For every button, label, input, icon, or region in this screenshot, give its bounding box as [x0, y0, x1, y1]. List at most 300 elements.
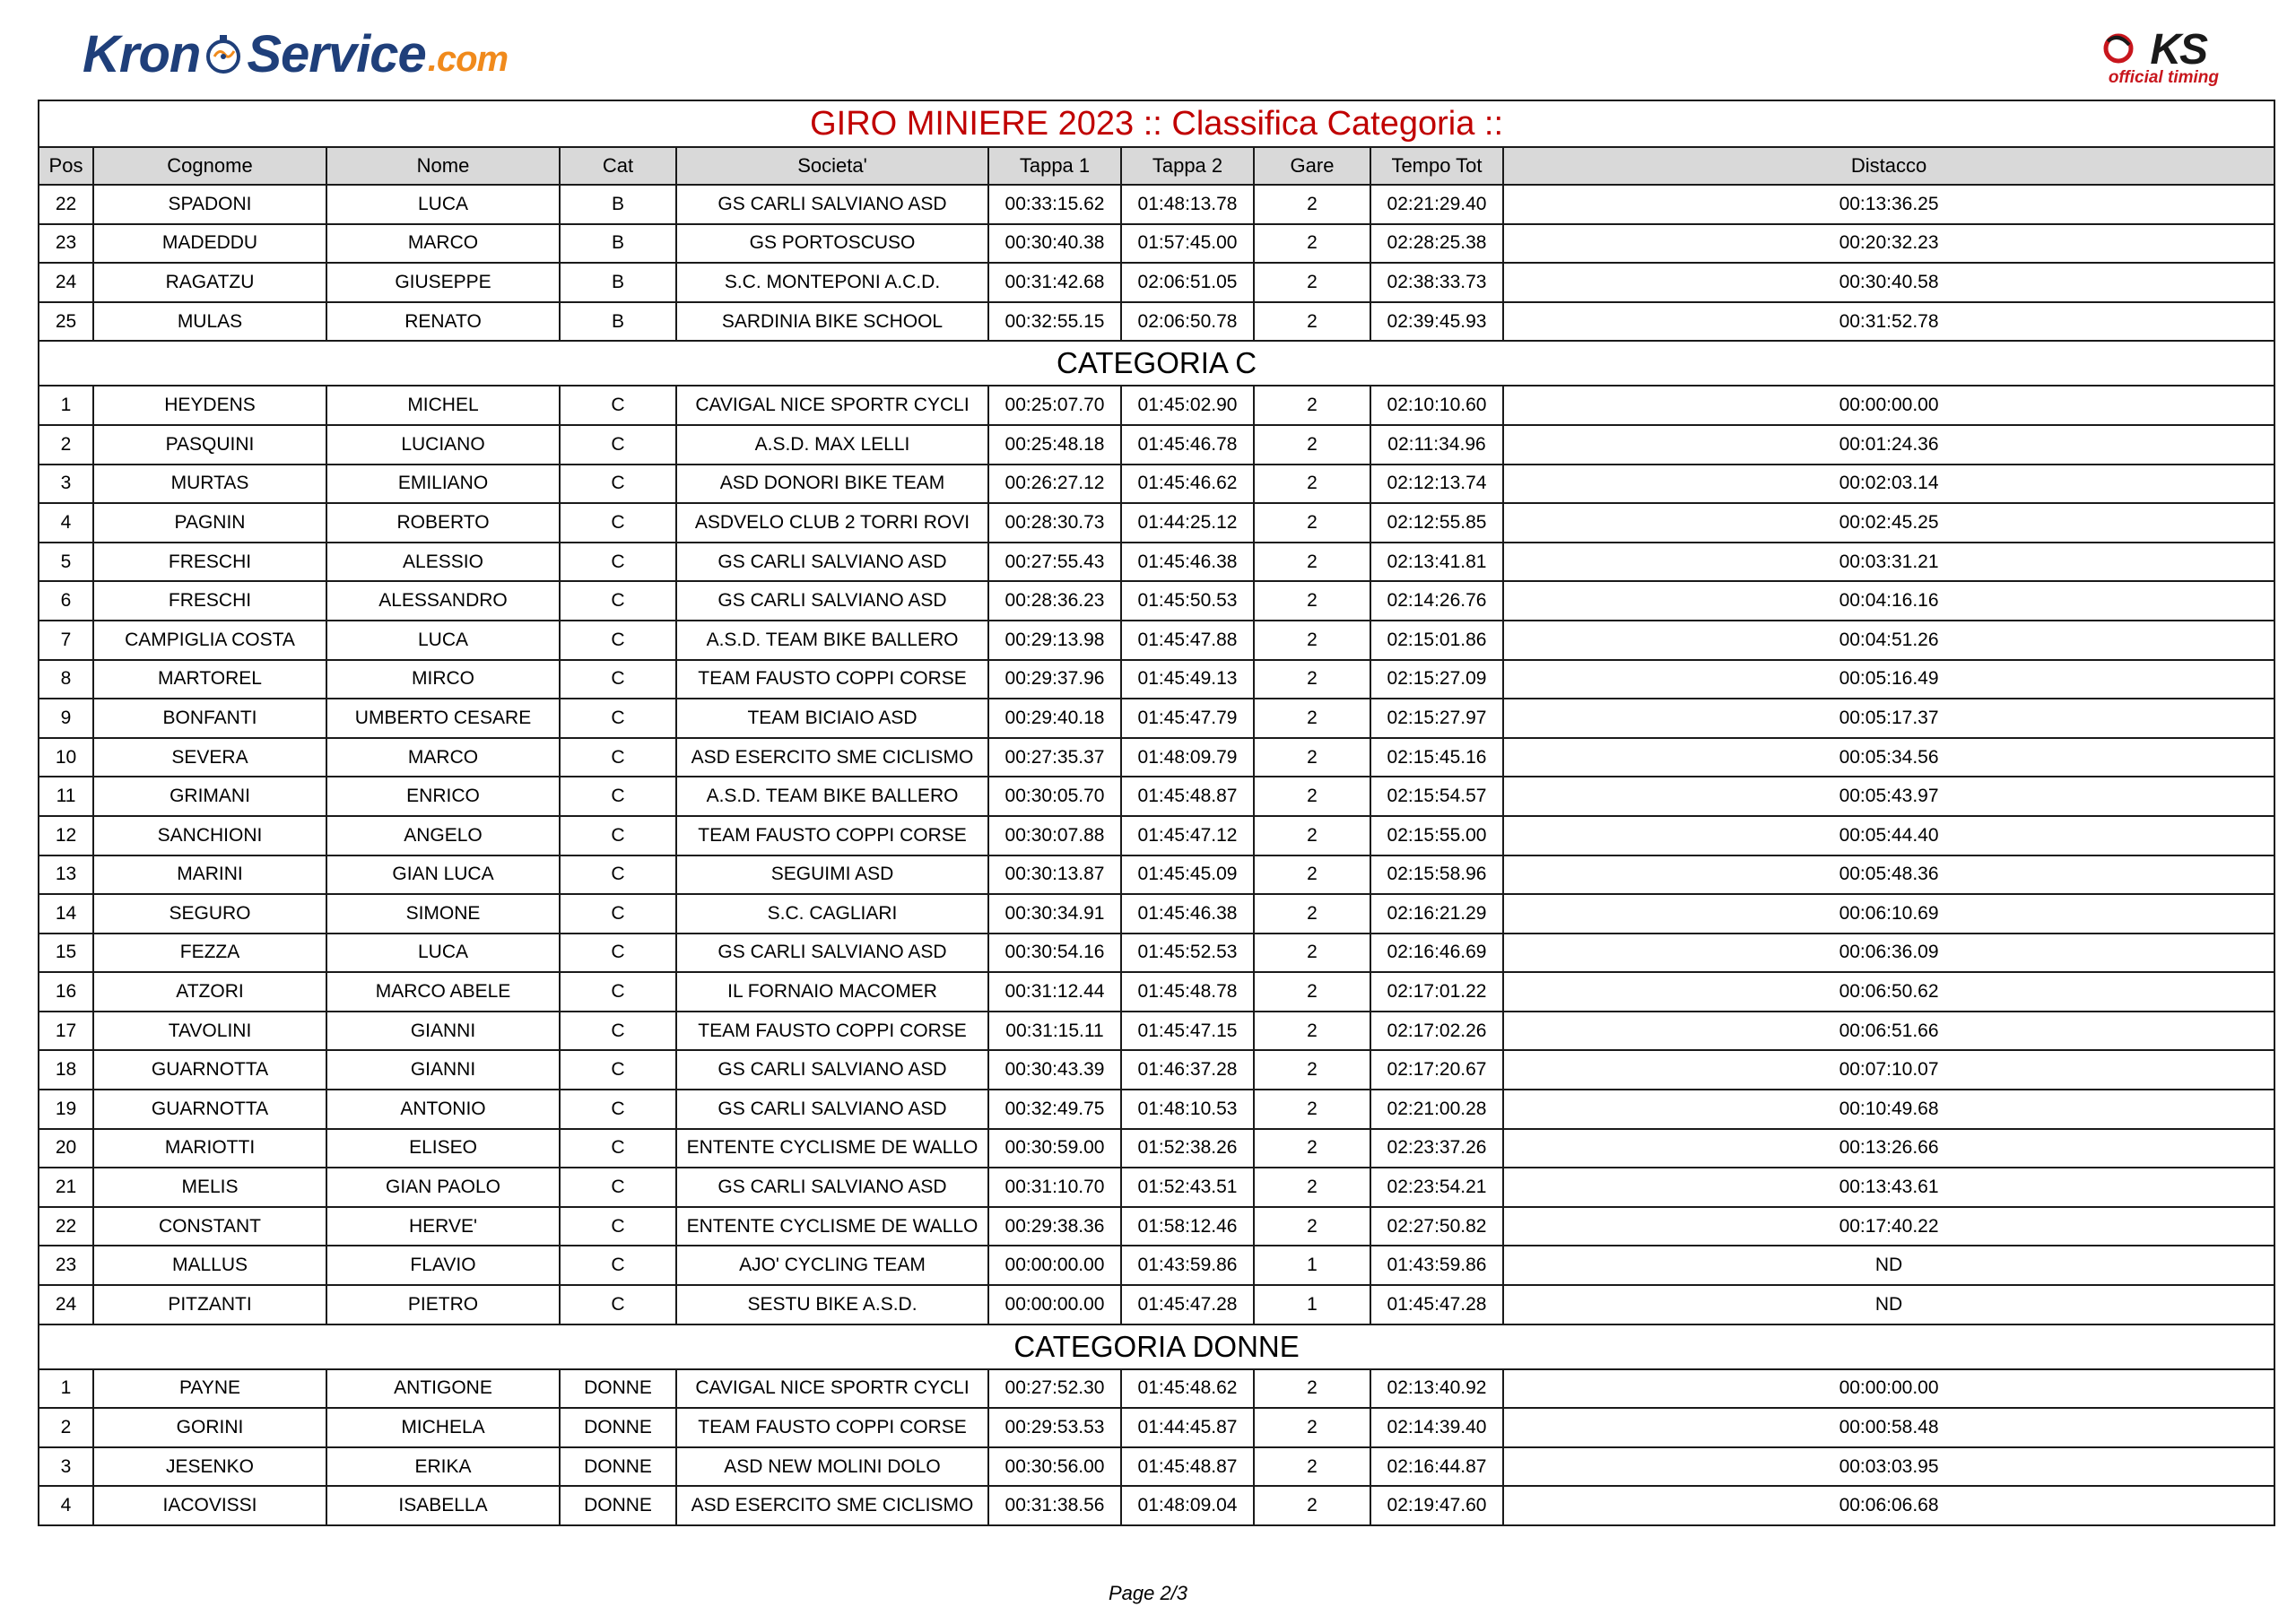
table-cell: 00:29:37.96: [988, 660, 1121, 699]
table-cell: 20: [39, 1129, 93, 1168]
table-cell: 00:32:49.75: [988, 1090, 1121, 1129]
table-cell: 02:10:10.60: [1370, 386, 1503, 425]
table-cell: TEAM FAUSTO COPPI CORSE: [676, 1012, 988, 1051]
table-cell: 8: [39, 660, 93, 699]
table-cell: MARIOTTI: [93, 1129, 326, 1168]
table-cell: 24: [39, 1285, 93, 1324]
table-cell: SANCHIONI: [93, 816, 326, 855]
table-cell: 01:45:47.88: [1121, 621, 1254, 660]
table-cell: 2: [1254, 1012, 1370, 1051]
table-row: [39, 503, 2274, 543]
table-cell: 2: [1254, 1168, 1370, 1207]
table-cell: 01:48:09.79: [1121, 738, 1254, 777]
table-row: [39, 972, 2274, 1012]
table-cell: CAMPIGLIA COSTA: [93, 621, 326, 660]
table-cell: TEAM FAUSTO COPPI CORSE: [676, 816, 988, 855]
table-cell: 00:13:43.61: [1503, 1168, 2274, 1207]
column-header: Cat: [560, 147, 676, 185]
table-cell: 02:21:00.28: [1370, 1090, 1503, 1129]
table-cell: MALLUS: [93, 1246, 326, 1285]
table-cell: 2: [1254, 855, 1370, 895]
table-cell: S.C. CAGLIARI: [676, 894, 988, 934]
logo-text-official-timing: official timing: [2108, 68, 2219, 87]
table-cell: 00:00:00.00: [1503, 386, 2274, 425]
table-cell: GS CARLI SALVIANO ASD: [676, 1168, 988, 1207]
table-cell: ENTENTE CYCLISME DE WALLO: [676, 1129, 988, 1168]
table-cell: 01:45:48.87: [1121, 777, 1254, 816]
table-cell: C: [560, 816, 676, 855]
table-cell: 2: [1254, 1207, 1370, 1246]
table-cell: RAGATZU: [93, 263, 326, 302]
table-cell: A.S.D. MAX LELLI: [676, 425, 988, 465]
table-cell: LUCIANO: [326, 425, 560, 465]
table-cell: HEYDENS: [93, 386, 326, 425]
table-row: [39, 1285, 2274, 1324]
table-cell: C: [560, 1050, 676, 1090]
table-row: [39, 855, 2274, 895]
table-cell: ALESSIO: [326, 543, 560, 582]
table-cell: 01:45:52.53: [1121, 934, 1254, 973]
table-cell: 2: [39, 1408, 93, 1447]
table-cell: 2: [1254, 621, 1370, 660]
table-cell: 00:00:00.00: [1503, 1369, 2274, 1409]
table-row: [39, 1369, 2274, 1409]
table-cell: FEZZA: [93, 934, 326, 973]
table-cell: DONNE: [560, 1447, 676, 1487]
table-cell: 01:45:47.12: [1121, 816, 1254, 855]
table-row: [39, 465, 2274, 504]
table-row: [39, 1050, 2274, 1090]
table-cell: 18: [39, 1050, 93, 1090]
table-cell: 22: [39, 1207, 93, 1246]
table-cell: 01:45:46.78: [1121, 425, 1254, 465]
table-cell: 01:45:47.15: [1121, 1012, 1254, 1051]
table-cell: 00:30:54.16: [988, 934, 1121, 973]
table-cell: 5: [39, 543, 93, 582]
table-cell: AJO' CYCLING TEAM: [676, 1246, 988, 1285]
table-cell: ASD NEW MOLINI DOLO: [676, 1447, 988, 1487]
table-cell: 00:30:59.00: [988, 1129, 1121, 1168]
table-row: [39, 1090, 2274, 1129]
table-cell: 00:25:07.70: [988, 386, 1121, 425]
table-cell: C: [560, 1285, 676, 1324]
table-row: [39, 934, 2274, 973]
table-row: [39, 1447, 2274, 1487]
table-cell: ENRICO: [326, 777, 560, 816]
logo-text-ks: KS: [2150, 26, 2206, 74]
table-row: [39, 543, 2274, 582]
table-cell: MARCO ABELE: [326, 972, 560, 1012]
table-cell: 13: [39, 855, 93, 895]
table-row: [39, 1207, 2274, 1246]
table-cell: 02:17:01.22: [1370, 972, 1503, 1012]
table-cell: 6: [39, 581, 93, 621]
table-row: [39, 660, 2274, 699]
table-cell: 2: [39, 425, 93, 465]
table-cell: 3: [39, 465, 93, 504]
logo-text-dotcom: .com: [427, 39, 509, 79]
table-row: [39, 894, 2274, 934]
table-cell: MIRCO: [326, 660, 560, 699]
table-cell: 3: [39, 1447, 93, 1487]
table-cell: 00:30:13.87: [988, 855, 1121, 895]
table-cell: CAVIGAL NICE SPORTR CYCLI: [676, 386, 988, 425]
table-cell: ELISEO: [326, 1129, 560, 1168]
table-cell: 01:43:59.86: [1370, 1246, 1503, 1285]
table-cell: 00:30:07.88: [988, 816, 1121, 855]
table-cell: 00:30:56.00: [988, 1447, 1121, 1487]
table-cell: SARDINIA BIKE SCHOOL: [676, 302, 988, 342]
table-cell: ANGELO: [326, 816, 560, 855]
table-cell: 7: [39, 621, 93, 660]
table-cell: 02:16:21.29: [1370, 894, 1503, 934]
table-cell: 2: [1254, 1369, 1370, 1409]
table-cell: 00:17:40.22: [1503, 1207, 2274, 1246]
table-cell: PAYNE: [93, 1369, 326, 1409]
table-cell: 02:12:13.74: [1370, 465, 1503, 504]
table-cell: C: [560, 1090, 676, 1129]
table-cell: 1: [39, 1369, 93, 1409]
table-cell: GUARNOTTA: [93, 1090, 326, 1129]
table-cell: 4: [39, 503, 93, 543]
table-cell: SESTU BIKE A.S.D.: [676, 1285, 988, 1324]
results-table: [38, 100, 2275, 1526]
table-cell: PIETRO: [326, 1285, 560, 1324]
table-cell: 02:15:54.57: [1370, 777, 1503, 816]
table-cell: A.S.D. TEAM BIKE BALLERO: [676, 777, 988, 816]
table-cell: 00:00:00.00: [988, 1285, 1121, 1324]
table-cell: C: [560, 543, 676, 582]
table-cell: MICHEL: [326, 386, 560, 425]
table-cell: 00:29:40.18: [988, 699, 1121, 738]
table-title-row: [39, 100, 2274, 147]
logo-text-kron: Kron: [83, 24, 201, 83]
table-cell: ANTIGONE: [326, 1369, 560, 1409]
table-cell: 01:45:47.28: [1121, 1285, 1254, 1324]
table-cell: C: [560, 738, 676, 777]
table-cell: 2: [1254, 738, 1370, 777]
table-cell: ASDVELO CLUB 2 TORRI ROVI: [676, 503, 988, 543]
table-cell: 00:06:06.68: [1503, 1486, 2274, 1525]
table-cell: MARCO: [326, 224, 560, 264]
table-cell: 11: [39, 777, 93, 816]
category-heading: CATEGORIA DONNE: [39, 1324, 2274, 1369]
table-cell: 01:43:59.86: [1121, 1246, 1254, 1285]
table-cell: LUCA: [326, 621, 560, 660]
table-cell: 2: [1254, 816, 1370, 855]
table-cell: MURTAS: [93, 465, 326, 504]
table-cell: 00:29:53.53: [988, 1408, 1121, 1447]
table-cell: 00:27:35.37: [988, 738, 1121, 777]
table-cell: 2: [1254, 777, 1370, 816]
table-cell: 01:52:38.26: [1121, 1129, 1254, 1168]
table-cell: 01:45:46.62: [1121, 465, 1254, 504]
table-cell: PASQUINI: [93, 425, 326, 465]
table-row: [39, 1012, 2274, 1051]
table-cell: 23: [39, 1246, 93, 1285]
table-cell: MADEDDU: [93, 224, 326, 264]
table-cell: GIUSEPPE: [326, 263, 560, 302]
table-cell: 00:04:16.16: [1503, 581, 2274, 621]
table-cell: 00:06:51.66: [1503, 1012, 2274, 1051]
table-cell: 00:20:32.23: [1503, 224, 2274, 264]
table-cell: 02:19:47.60: [1370, 1486, 1503, 1525]
table-cell: ANTONIO: [326, 1090, 560, 1129]
table-cell: 10: [39, 738, 93, 777]
stopwatch-icon: [202, 32, 245, 75]
table-cell: 00:31:12.44: [988, 972, 1121, 1012]
table-cell: JESENKO: [93, 1447, 326, 1487]
table-cell: 02:17:20.67: [1370, 1050, 1503, 1090]
table-row: [39, 816, 2274, 855]
category-heading: CATEGORIA C: [39, 341, 2274, 386]
table-row: [39, 263, 2274, 302]
table-cell: 2: [1254, 302, 1370, 342]
table-cell: 9: [39, 699, 93, 738]
page-number: Page 2/3: [1108, 1582, 1188, 1604]
table-cell: 00:25:48.18: [988, 425, 1121, 465]
table-cell: C: [560, 1168, 676, 1207]
table-cell: GS CARLI SALVIANO ASD: [676, 934, 988, 973]
table-row: [39, 699, 2274, 738]
table-cell: DONNE: [560, 1369, 676, 1409]
table-row: [39, 1168, 2274, 1207]
table-cell: 01:44:25.12: [1121, 503, 1254, 543]
table-cell: 01:45:02.90: [1121, 386, 1254, 425]
table-cell: ATZORI: [93, 972, 326, 1012]
table-cell: 02:15:55.00: [1370, 816, 1503, 855]
table-cell: 00:29:38.36: [988, 1207, 1121, 1246]
table-cell: 02:12:55.85: [1370, 503, 1503, 543]
table-cell: LUCA: [326, 934, 560, 973]
table-cell: 14: [39, 894, 93, 934]
table-cell: 01:45:49.13: [1121, 660, 1254, 699]
category-heading-row: [39, 1324, 2274, 1369]
table-cell: GIANNI: [326, 1050, 560, 1090]
table-cell: FLAVIO: [326, 1246, 560, 1285]
table-cell: 25: [39, 302, 93, 342]
table-cell: GORINI: [93, 1408, 326, 1447]
table-row: [39, 621, 2274, 660]
table-cell: C: [560, 503, 676, 543]
table-cell: C: [560, 425, 676, 465]
table-cell: 00:05:16.49: [1503, 660, 2274, 699]
table-cell: 01:45:50.53: [1121, 581, 1254, 621]
table-cell: 2: [1254, 1050, 1370, 1090]
table-cell: CAVIGAL NICE SPORTR CYCLI: [676, 1369, 988, 1409]
table-cell: LUCA: [326, 185, 560, 224]
table-cell: MARCO: [326, 738, 560, 777]
table-cell: SEGURO: [93, 894, 326, 934]
table-cell: B: [560, 224, 676, 264]
table-cell: GS CARLI SALVIANO ASD: [676, 1090, 988, 1129]
table-row: [39, 581, 2274, 621]
table-cell: MICHELA: [326, 1408, 560, 1447]
table-cell: 00:06:10.69: [1503, 894, 2274, 934]
table-cell: 00:13:36.25: [1503, 185, 2274, 224]
table-cell: 00:06:36.09: [1503, 934, 2274, 973]
table-cell: 02:28:25.38: [1370, 224, 1503, 264]
table-cell: 00:28:30.73: [988, 503, 1121, 543]
table-cell: B: [560, 302, 676, 342]
table-cell: GIANNI: [326, 1012, 560, 1051]
table-cell: C: [560, 660, 676, 699]
table-cell: IL FORNAIO MACOMER: [676, 972, 988, 1012]
table-cell: 02:15:01.86: [1370, 621, 1503, 660]
table-cell: 02:06:51.05: [1121, 263, 1254, 302]
table-cell: GS CARLI SALVIANO ASD: [676, 581, 988, 621]
table-row: [39, 1408, 2274, 1447]
table-cell: 01:45:47.79: [1121, 699, 1254, 738]
table-cell: 01:45:48.78: [1121, 972, 1254, 1012]
table-cell: C: [560, 777, 676, 816]
table-cell: SPADONI: [93, 185, 326, 224]
table-cell: FRESCHI: [93, 543, 326, 582]
column-header: Tappa 1: [988, 147, 1121, 185]
table-cell: MELIS: [93, 1168, 326, 1207]
table-cell: 00:31:42.68: [988, 263, 1121, 302]
table-cell: ENTENTE CYCLISME DE WALLO: [676, 1207, 988, 1246]
table-cell: ALESSANDRO: [326, 581, 560, 621]
table-title: GIRO MINIERE 2023 :: Classifica Categoria ::: [39, 100, 2274, 147]
table-cell: 00:07:10.07: [1503, 1050, 2274, 1090]
table-cell: 02:15:45.16: [1370, 738, 1503, 777]
table-cell: 22: [39, 185, 93, 224]
table-cell: 00:30:43.39: [988, 1050, 1121, 1090]
table-cell: 02:15:58.96: [1370, 855, 1503, 895]
table-cell: 02:14:39.40: [1370, 1408, 1503, 1447]
table-cell: 00:03:31.21: [1503, 543, 2274, 582]
table-cell: 01:45:48.87: [1121, 1447, 1254, 1487]
table-cell: TEAM FAUSTO COPPI CORSE: [676, 660, 988, 699]
table-cell: HERVE': [326, 1207, 560, 1246]
table-cell: 01:45:45.09: [1121, 855, 1254, 895]
table-cell: B: [560, 185, 676, 224]
column-header: Pos: [39, 147, 93, 185]
table-row: [39, 1246, 2274, 1285]
table-cell: 00:31:38.56: [988, 1486, 1121, 1525]
table-cell: 02:11:34.96: [1370, 425, 1503, 465]
table-cell: 02:15:27.09: [1370, 660, 1503, 699]
table-cell: 2: [1254, 699, 1370, 738]
table-cell: 00:05:17.37: [1503, 699, 2274, 738]
table-cell: 01:58:12.46: [1121, 1207, 1254, 1246]
table-cell: C: [560, 1129, 676, 1168]
table-cell: C: [560, 621, 676, 660]
table-cell: 2: [1254, 1090, 1370, 1129]
table-cell: RENATO: [326, 302, 560, 342]
table-cell: C: [560, 1012, 676, 1051]
table-cell: 02:06:50.78: [1121, 302, 1254, 342]
table-cell: SEGUIMI ASD: [676, 855, 988, 895]
table-cell: 24: [39, 263, 93, 302]
table-cell: B: [560, 263, 676, 302]
swirl-icon: [2100, 30, 2140, 66]
table-cell: 2: [1254, 972, 1370, 1012]
table-cell: 2: [1254, 1447, 1370, 1487]
table-cell: DONNE: [560, 1408, 676, 1447]
table-cell: 01:44:45.87: [1121, 1408, 1254, 1447]
table-cell: 02:23:37.26: [1370, 1129, 1503, 1168]
table-cell: 2: [1254, 425, 1370, 465]
table-cell: 2: [1254, 263, 1370, 302]
table-cell: 01:45:46.38: [1121, 894, 1254, 934]
table-cell: PAGNIN: [93, 503, 326, 543]
table-cell: TEAM FAUSTO COPPI CORSE: [676, 1408, 988, 1447]
table-cell: 00:05:34.56: [1503, 738, 2274, 777]
table-cell: 2: [1254, 543, 1370, 582]
table-cell: 00:00:58.48: [1503, 1408, 2274, 1447]
table-cell: 2: [1254, 894, 1370, 934]
table-cell: 01:45:48.62: [1121, 1369, 1254, 1409]
table-cell: 02:27:50.82: [1370, 1207, 1503, 1246]
table-cell: 02:21:29.40: [1370, 185, 1503, 224]
table-cell: GRIMANI: [93, 777, 326, 816]
table-cell: 2: [1254, 1486, 1370, 1525]
table-cell: 4: [39, 1486, 93, 1525]
table-cell: C: [560, 699, 676, 738]
table-cell: 02:13:40.92: [1370, 1369, 1503, 1409]
table-cell: ASD DONORI BIKE TEAM: [676, 465, 988, 504]
table-cell: GS CARLI SALVIANO ASD: [676, 543, 988, 582]
column-header: Tappa 2: [1121, 147, 1254, 185]
table-cell: 00:27:52.30: [988, 1369, 1121, 1409]
table-cell: 00:31:10.70: [988, 1168, 1121, 1207]
table-cell: 1: [1254, 1246, 1370, 1285]
column-header: Societa': [676, 147, 988, 185]
table-cell: MARTOREL: [93, 660, 326, 699]
table-row: [39, 777, 2274, 816]
table-cell: ASD ESERCITO SME CICLISMO: [676, 738, 988, 777]
table-cell: 00:30:40.58: [1503, 263, 2274, 302]
table-cell: 01:48:10.53: [1121, 1090, 1254, 1129]
table-row: [39, 425, 2274, 465]
table-cell: 00:02:03.14: [1503, 465, 2274, 504]
table-cell: 00:10:49.68: [1503, 1090, 2274, 1129]
ks-official-timing-logo: [2093, 25, 2219, 88]
table-cell: ISABELLA: [326, 1486, 560, 1525]
table-row: [39, 302, 2274, 342]
table-cell: 2: [1254, 185, 1370, 224]
table-cell: MULAS: [93, 302, 326, 342]
table-cell: 00:31:52.78: [1503, 302, 2274, 342]
table-cell: 00:29:13.98: [988, 621, 1121, 660]
table-cell: 2: [1254, 386, 1370, 425]
table-cell: 00:02:45.25: [1503, 503, 2274, 543]
table-cell: GS PORTOSCUSO: [676, 224, 988, 264]
table-cell: C: [560, 1246, 676, 1285]
table-cell: A.S.D. TEAM BIKE BALLERO: [676, 621, 988, 660]
table-cell: S.C. MONTEPONI A.C.D.: [676, 263, 988, 302]
table-cell: 00:32:55.15: [988, 302, 1121, 342]
table-cell: 2: [1254, 1408, 1370, 1447]
table-cell: ND: [1503, 1246, 2274, 1285]
column-header: Distacco: [1503, 147, 2274, 185]
table-cell: GS CARLI SALVIANO ASD: [676, 1050, 988, 1090]
table-cell: 12: [39, 816, 93, 855]
table-cell: SIMONE: [326, 894, 560, 934]
table-cell: 21: [39, 1168, 93, 1207]
table-cell: C: [560, 894, 676, 934]
table-cell: 00:13:26.66: [1503, 1129, 2274, 1168]
column-header: Gare: [1254, 147, 1370, 185]
table-cell: 17: [39, 1012, 93, 1051]
table-cell: 00:03:03.95: [1503, 1447, 2274, 1487]
table-cell: C: [560, 934, 676, 973]
table-cell: C: [560, 386, 676, 425]
table-cell: 00:30:34.91: [988, 894, 1121, 934]
table-row: [39, 224, 2274, 264]
